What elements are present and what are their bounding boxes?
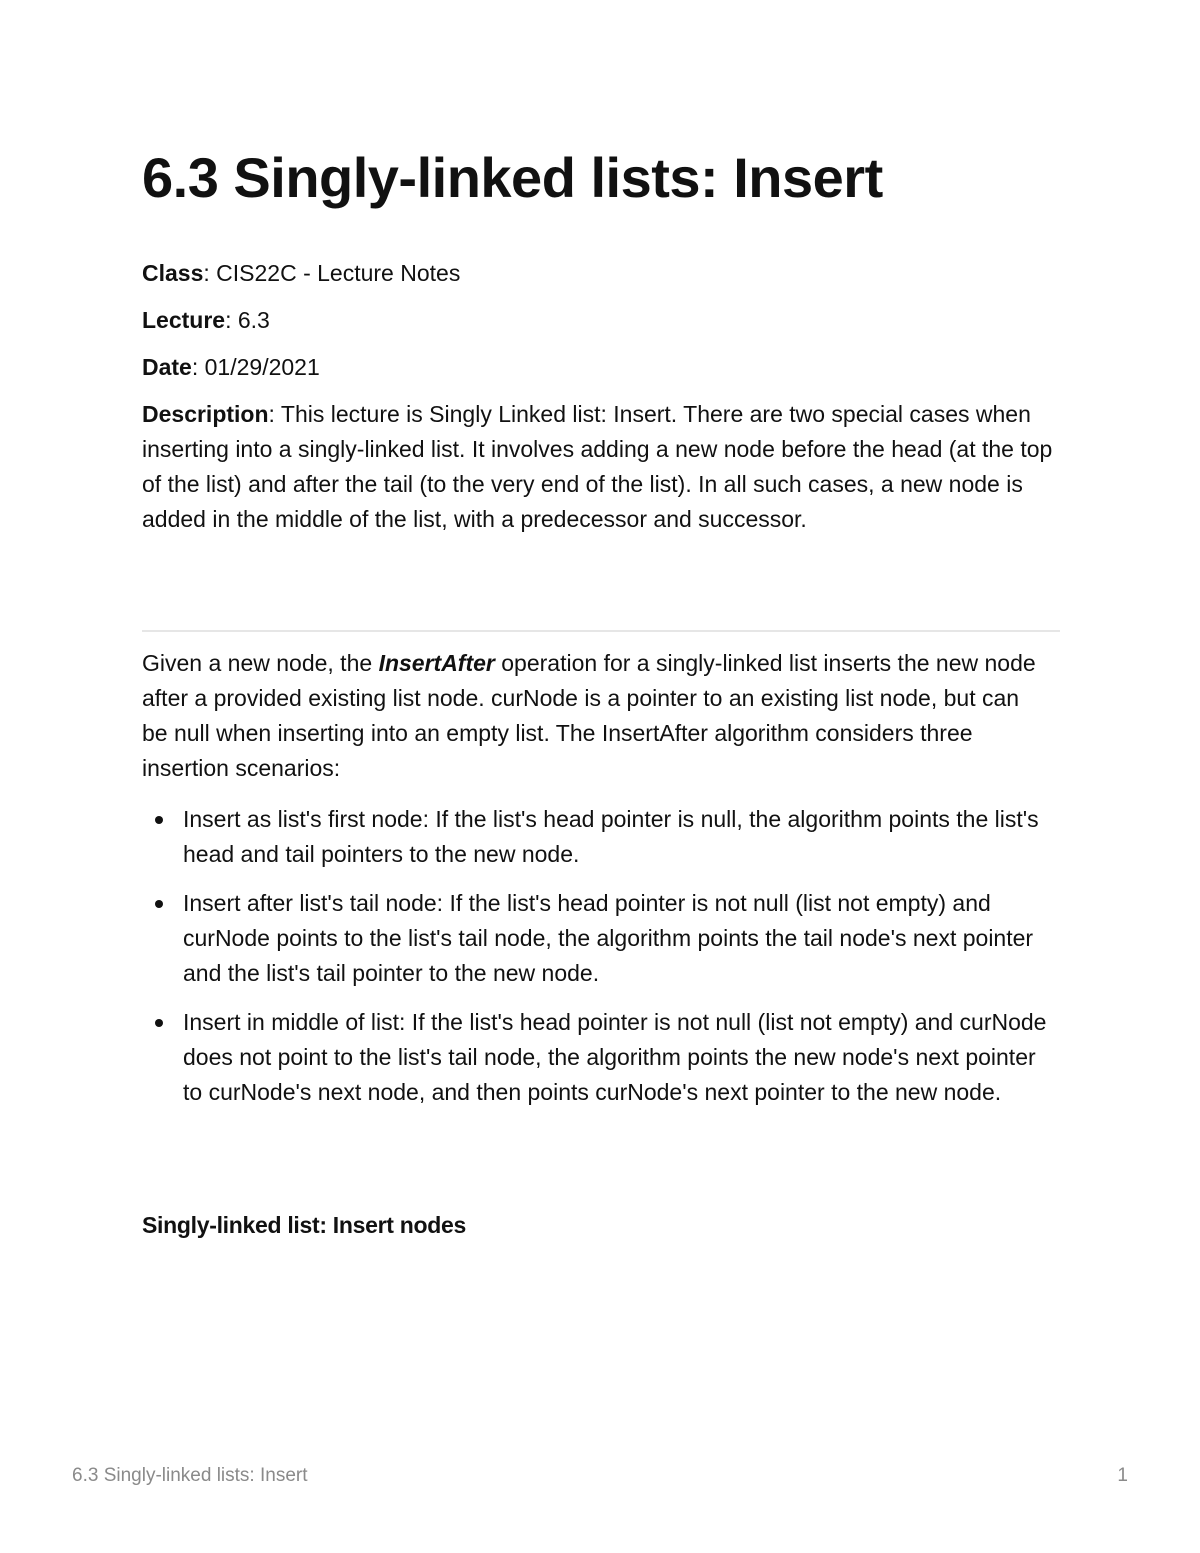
intro-paragraph [142, 646, 1042, 786]
section-subheading: Singly-linked list: Insert nodes [142, 1212, 466, 1238]
footer-title: 6.3 Singly-linked lists: Insert [72, 1465, 308, 1486]
meta-class-value: CIS22C - Lecture Notes [216, 260, 461, 286]
list-item-text: Insert in middle of list: If the list's head pointer is not null (list not empty) and curNode does not point to the list's tail node, the algorithm points the new node's next pointer to curNode's next node, and then points curNode's next pointer to the new node. [183, 1009, 1047, 1105]
intro-before: Given a new node, the [142, 650, 379, 676]
list-item-text: Insert as list's first node: If the list's head pointer is null, the algorithm points the list's head and tail pointers to the new node. [183, 806, 1039, 867]
meta-class-label: Class [142, 260, 204, 286]
bullet-dot-icon [155, 900, 163, 908]
section-divider [142, 630, 1060, 632]
bullet-dot-icon [155, 816, 163, 824]
page-title: 6.3 Singly-linked lists: Insert [142, 146, 883, 209]
bullet-dot-icon [155, 1019, 163, 1027]
list-item-text: Insert after list's tail node: If the list's head pointer is not null (list not empty) and curNode points to the list's tail node, the algorithm points the tail node's next pointer and the list's tail pointer to the new node. [183, 890, 1034, 986]
meta-lecture: Lecture: 6.3 [142, 307, 270, 333]
meta-lecture-value: 6.3 [237, 307, 270, 333]
scenario-list [142, 802, 1060, 1124]
meta-date-value: 01/29/2021 [204, 354, 320, 380]
meta-description-value: This lecture is Singly Linked list: Insert. There are two special cases when inserting into a singly-linked list. It involves adding a new node before the head (at the top of the list) and after the tail (to the very end of the list). In all such cases, a new node is added in the middle of the list, with a predecessor and successor. [142, 401, 1053, 532]
list-item [142, 1005, 1053, 1110]
meta-description: Description: This lecture is Singly Linked list: Insert. There are two special cases when inserting into a singly-linked list. It involves adding a new node before the head (at the top of the list) and after the tail (to the very end of the list). In all such cases, a new node is added in the middle of the list, with a predecessor and successor. [142, 401, 1053, 532]
intro-emphasis: InsertAfter [378, 650, 495, 676]
intro-after: operation for a singly-linked list inserts the new node after a provided existing list node. curNode is a pointer to an existing list node, but can be null when inserting into an empty list. The InsertAfter algorithm considers three insertion scenarios: [142, 650, 1036, 781]
footer-page-number: 1 [1117, 1465, 1128, 1486]
meta-lecture-label: Lecture [142, 307, 226, 333]
meta-class: Class: CIS22C - Lecture Notes [142, 260, 461, 286]
list-item [142, 886, 1053, 991]
meta-date: Date: 01/29/2021 [142, 354, 320, 380]
list-item [142, 802, 1053, 872]
meta-description-label: Description [142, 401, 269, 427]
meta-date-label: Date [142, 354, 192, 380]
